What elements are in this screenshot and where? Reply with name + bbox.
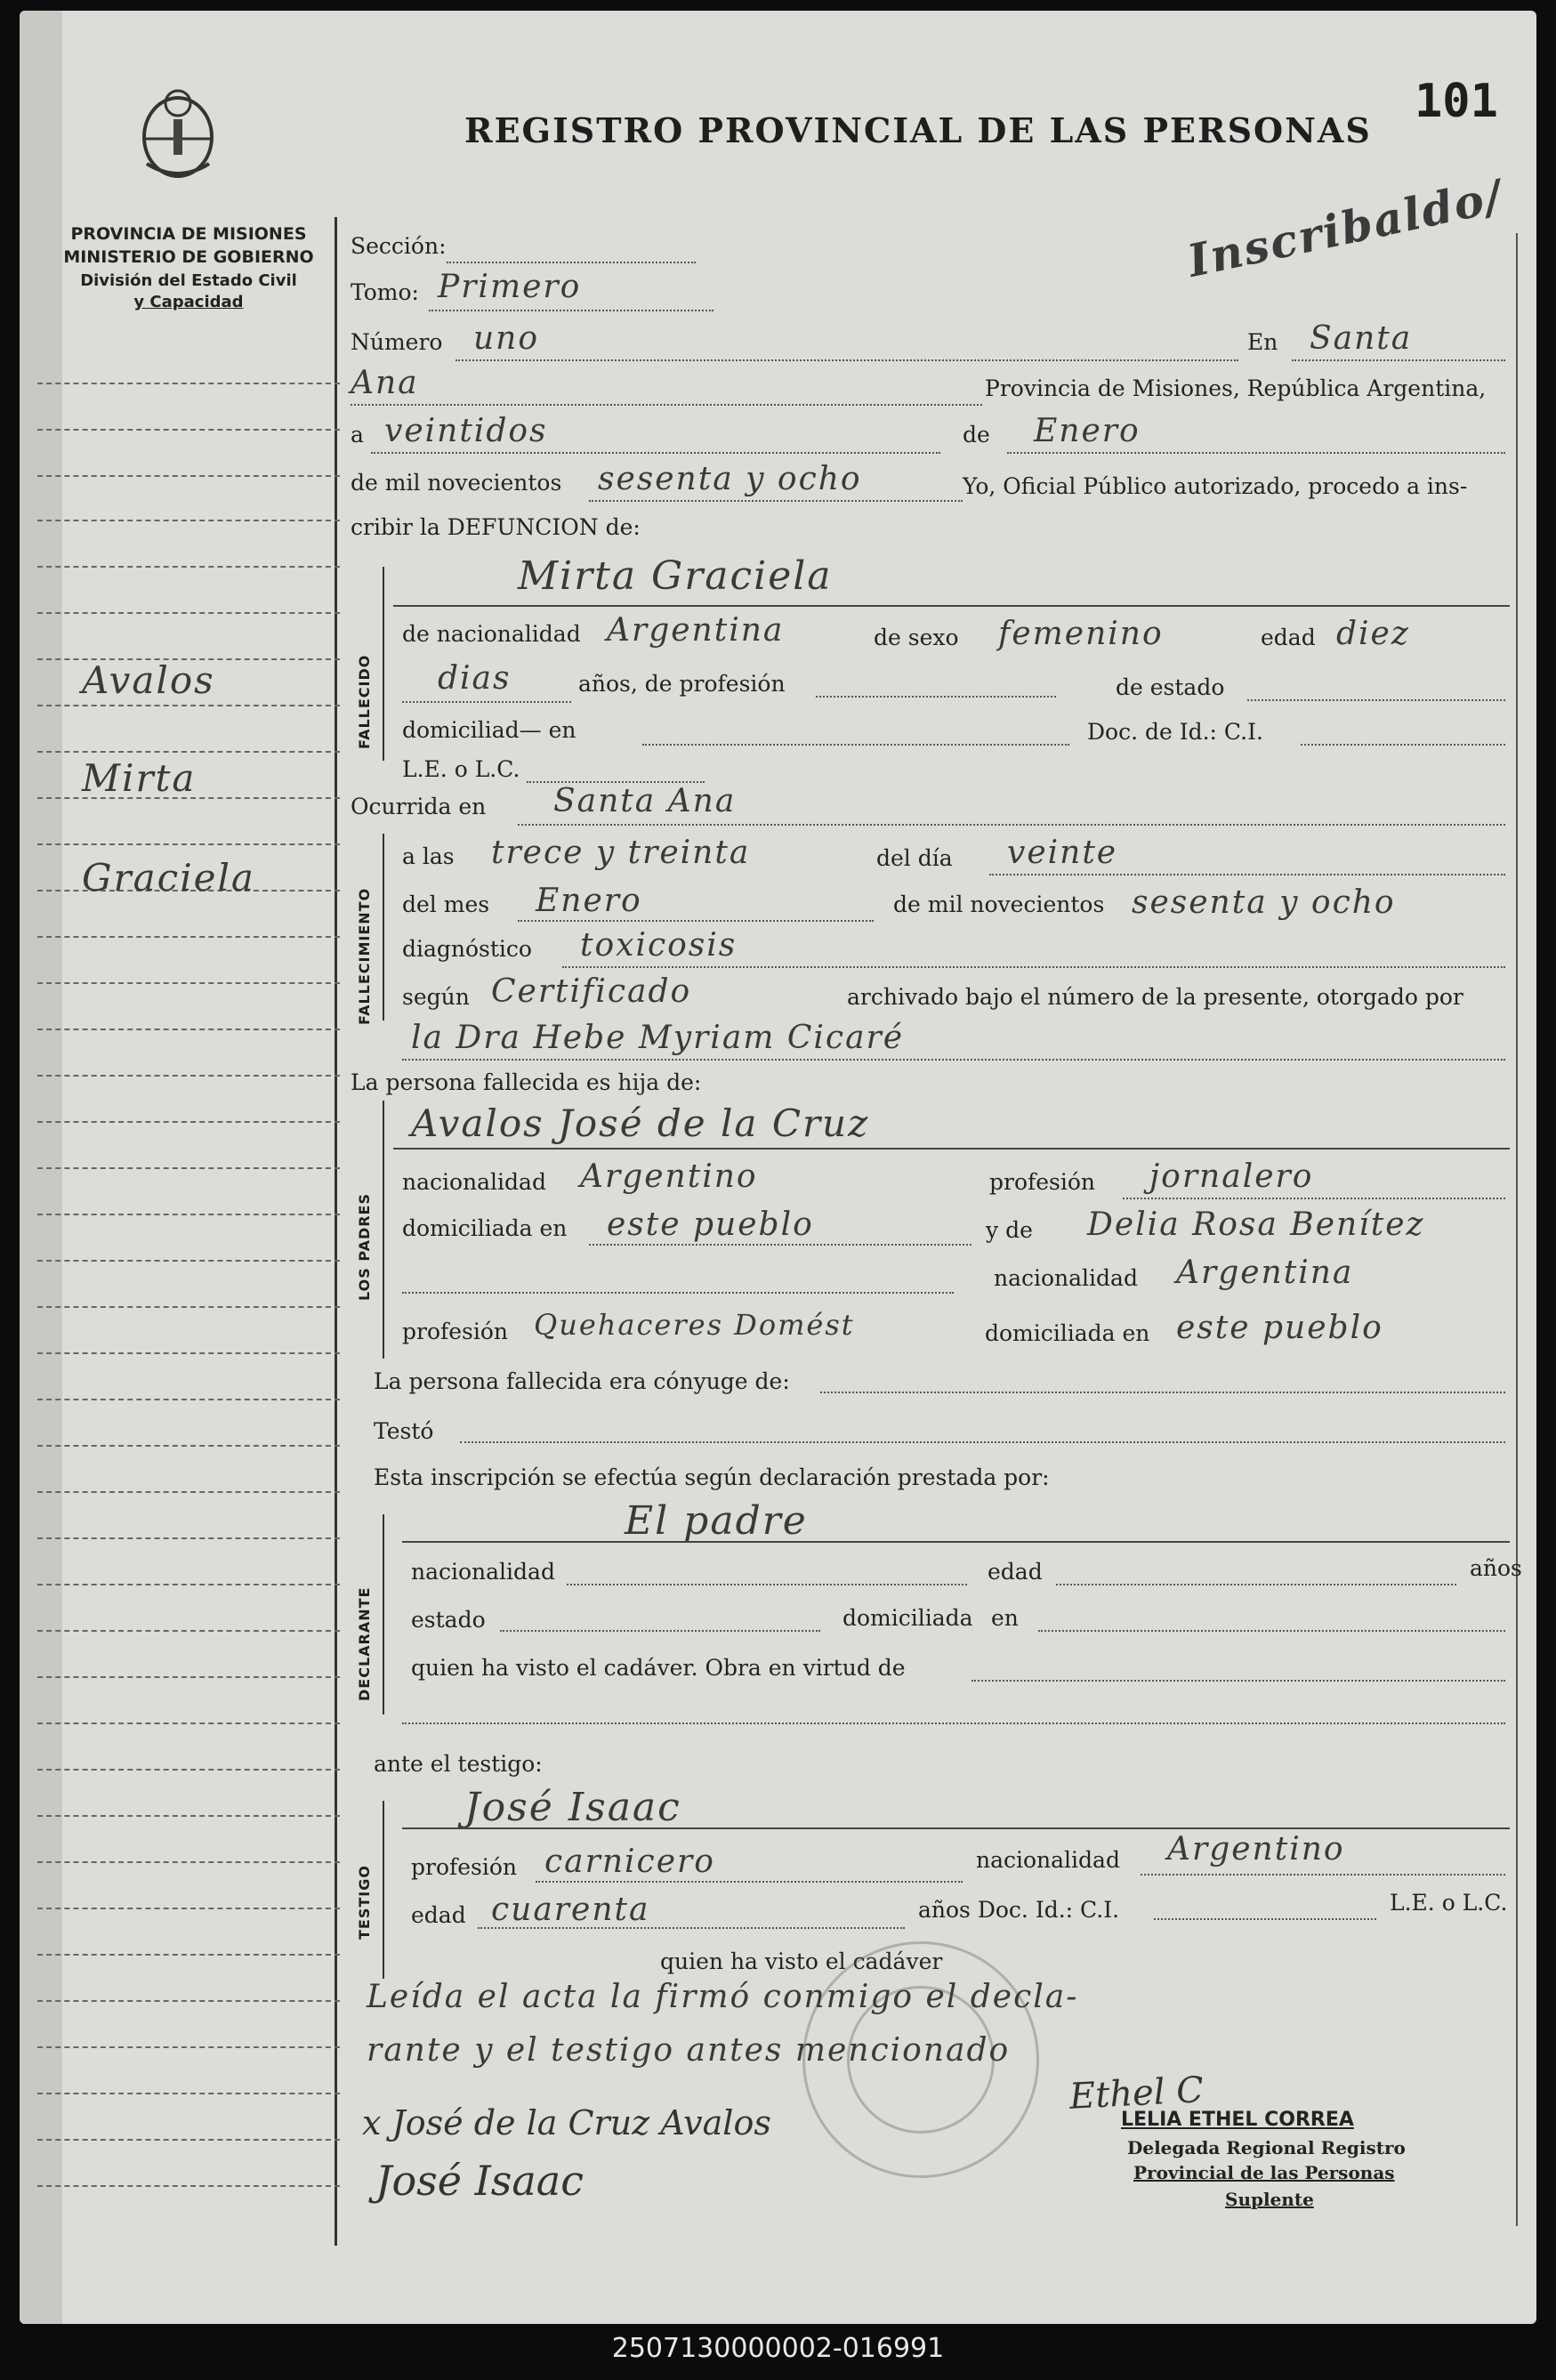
testigo-anos-label: años Doc. Id.: C.I.: [918, 1897, 1120, 1923]
testigo-nacionalidad-value: Argentino: [1167, 1831, 1345, 1868]
closing-line-1: Leída el acta la firmó conmigo el decla-: [367, 1979, 1079, 2015]
declarante-en-label: en: [991, 1605, 1019, 1631]
section-declarante: DECLARANTE: [356, 1586, 373, 1701]
y-de-label: y de: [986, 1217, 1033, 1243]
madre-nacionalidad-label: nacionalidad: [994, 1265, 1138, 1291]
archivado-text: archivado bajo el número de la presente, otorgado por: [847, 984, 1463, 1010]
diagnostico-label: diagnóstico: [402, 936, 532, 962]
testigo-le-label: L.E. o L.C.: [1390, 1890, 1508, 1916]
segun-value: Certificado: [491, 973, 692, 1010]
fallecimiento-mil-label: de mil novecientos: [893, 891, 1105, 917]
provincia-text: Provincia de Misiones, República Argentina,: [985, 375, 1487, 401]
testigo-edad-label: edad: [411, 1902, 466, 1928]
coat-of-arms-icon: [133, 84, 222, 182]
left-column-divider: [335, 217, 337, 2246]
margin-surname: Avalos: [82, 658, 215, 702]
en-value: Santa: [1310, 320, 1413, 357]
ocurrida-value: Santa Ana: [553, 783, 737, 819]
officer-signature: Ethel C: [1068, 2069, 1205, 2118]
testigo-nombre: José Isaac: [464, 1785, 681, 1830]
org-line-1: PROVINCIA DE MISIONES: [70, 224, 307, 244]
segun-label: según: [402, 984, 470, 1010]
testigo-profesion-value: carnicero: [544, 1843, 715, 1880]
fallecimiento-mil-value: sesenta y ocho: [1132, 884, 1396, 921]
de-value: Enero: [1034, 413, 1141, 449]
officer-title-3: Suplente: [1225, 2189, 1314, 2210]
document-page: [20, 11, 1536, 2324]
madre-profesion-label: profesión: [402, 1319, 509, 1344]
padre-domiciliada-value: este pueblo: [607, 1206, 814, 1243]
numero-label: Número: [351, 329, 443, 355]
fallecido-le-label: L.E. o L.C.: [402, 756, 520, 782]
fallecido-anos-label: años, de profesión: [578, 671, 786, 697]
testigo-profesion-label: profesión: [411, 1854, 518, 1880]
tomo-value: Primero: [438, 269, 582, 305]
padre-profesion-value: jornalero: [1149, 1158, 1314, 1195]
org-line-4: y Capacidad: [133, 293, 244, 311]
right-border: [1516, 233, 1518, 2226]
a-label: a: [351, 422, 364, 448]
margin-name-1: Mirta: [82, 756, 197, 800]
section-testigo: TESTIGO: [356, 1865, 373, 1940]
del-mes-value: Enero: [536, 883, 642, 919]
del-mes-label: del mes: [402, 891, 490, 917]
fallecido-edad-value: diez: [1336, 616, 1410, 652]
en-label: En: [1247, 329, 1278, 355]
testigo-quien-label: quien ha visto el cadáver: [660, 1948, 943, 1974]
ocurrida-label: Ocurrida en: [351, 794, 487, 819]
declarante-anos-label: años: [1470, 1555, 1522, 1581]
declarante-estado-label: estado: [411, 1607, 486, 1633]
inscribir-text: cribir la DEFUNCION de:: [351, 514, 641, 540]
section-padres: LOS PADRES: [356, 1192, 373, 1301]
officer-title-2: Provincial de las Personas: [1133, 2162, 1395, 2183]
de-label: de: [963, 422, 990, 448]
madre-domiciliada-label: domiciliada en: [985, 1320, 1150, 1346]
madre-profesion-value: Quehaceres Domést: [534, 1308, 855, 1342]
mil-label: de mil novecientos: [351, 470, 562, 496]
del-dia-label: del día: [876, 845, 953, 871]
top-margin-mark: Inscribaldo/: [1182, 169, 1508, 287]
padre-domiciliada-label: domiciliada en: [402, 1215, 568, 1241]
diagnostico-value: toxicosis: [580, 927, 738, 964]
stamp-number: 101: [1415, 75, 1498, 128]
testigo-ante-label: ante el testigo:: [374, 1751, 543, 1777]
a-las-value: trece y treinta: [491, 835, 751, 871]
section-fallecimiento: FALLECIMIENTO: [356, 887, 373, 1025]
margin-name-2: Graciela: [82, 856, 255, 900]
madre-domiciliada-value: este pueblo: [1176, 1310, 1383, 1346]
closing-line-2: rante y el testigo antes mencionado: [367, 2032, 1011, 2069]
fallecido-nacionalidad-label: de nacionalidad: [402, 621, 581, 647]
en-value-2: Ana: [351, 365, 419, 401]
section-fallecido: FALLECIDO: [356, 654, 373, 749]
hija-label: La persona fallecida es hija de:: [351, 1069, 702, 1095]
declarante-domiciliada-label: domiciliada: [842, 1605, 973, 1631]
fallecido-edad-label: edad: [1261, 625, 1316, 650]
tomo-label: Tomo:: [351, 279, 419, 305]
madre-nombre: Delia Rosa Benítez: [1087, 1206, 1425, 1243]
otorgado-value: la Dra Hebe Myriam Cicaré: [411, 1020, 905, 1056]
madre-nacionalidad-value: Argentina: [1176, 1255, 1354, 1291]
padre-nacionalidad-value: Argentino: [580, 1158, 758, 1195]
numero-value: uno: [473, 320, 540, 357]
oficial-text: Yo, Oficial Público autorizado, procedo a ins-: [963, 473, 1468, 499]
padre-nacionalidad-label: nacionalidad: [402, 1169, 546, 1195]
mil-value: sesenta y ocho: [598, 461, 862, 497]
testigo-nacionalidad-label: nacionalidad: [976, 1847, 1120, 1873]
declarante-quien-label: quien ha visto el cadáver. Obra en virtud de: [411, 1655, 906, 1681]
document-title: REGISTRO PROVINCIAL DE LAS PERSONAS: [464, 110, 1372, 150]
padre-nombre: Avalos José de la Cruz: [411, 1101, 870, 1145]
del-dia-value: veinte: [1007, 835, 1118, 871]
declarante-signature: x José de la Cruz Avalos: [362, 2103, 771, 2142]
a-las-label: a las: [402, 843, 455, 869]
org-line-3: División del Estado Civil: [80, 271, 297, 290]
fallecido-domiciliad-label: domiciliad— en: [402, 717, 576, 743]
officer-title-1: Delegada Regional Registro: [1127, 2137, 1406, 2158]
fallecido-dias-value: dias: [438, 660, 512, 697]
document-id-footer: 2507130000002-016991: [611, 2333, 945, 2364]
conyuge-label: La persona fallecida era cónyuge de:: [374, 1368, 790, 1394]
fallecido-sexo-value: femenino: [998, 616, 1164, 652]
officer-name: LELIA ETHEL CORREA: [1121, 2109, 1354, 2131]
fallecido-nacionalidad-value: Argentina: [607, 612, 785, 649]
padre-profesion-label: profesión: [989, 1169, 1096, 1195]
fallecido-estado-label: de estado: [1116, 674, 1225, 700]
org-line-2: MINISTERIO DE GOBIERNO: [63, 247, 314, 267]
testigo-signature: José Isaac: [375, 2157, 584, 2205]
inscripcion-label: Esta inscripción se efectúa según declaración prestada por:: [374, 1464, 1050, 1490]
declarante-edad-label: edad: [988, 1559, 1043, 1585]
testigo-edad-value: cuarenta: [491, 1892, 650, 1928]
seccion-label: Sección:: [351, 233, 447, 259]
testo-label: Testó: [374, 1418, 434, 1444]
fallecido-sexo-label: de sexo: [874, 625, 959, 650]
fallecido-nombre: Mirta Graciela: [518, 553, 833, 599]
declarante-nacionalidad-label: nacionalidad: [411, 1559, 555, 1585]
a-value: veintidos: [384, 413, 548, 449]
fallecido-doc-label: Doc. de Id.: C.I.: [1087, 719, 1263, 745]
declarante-nombre: El padre: [625, 1498, 808, 1544]
